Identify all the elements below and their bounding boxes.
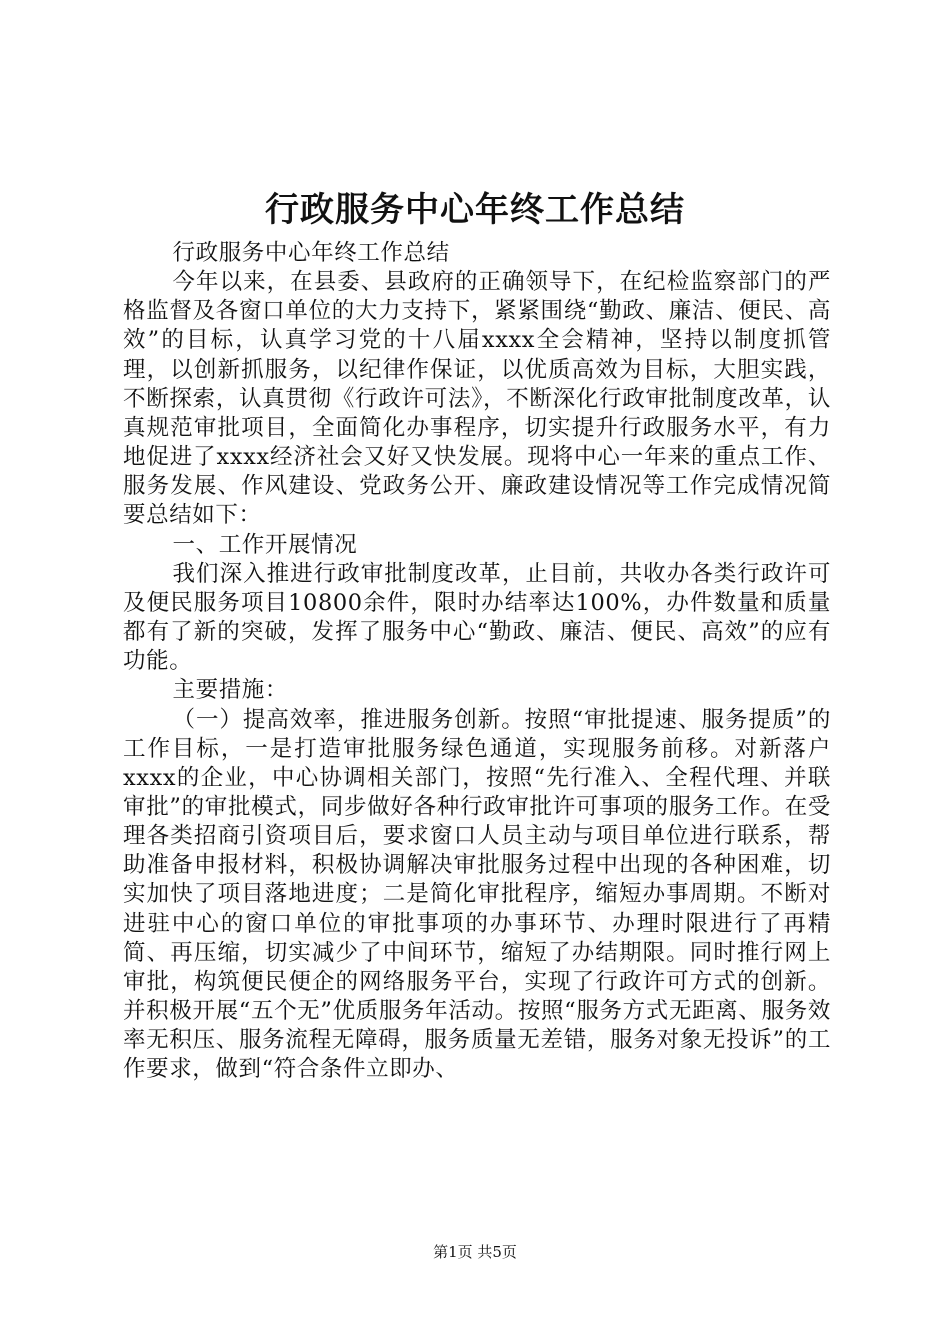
- paragraph-intro: 今年以来，在县委、县政府的正确领导下，在纪检监察部门的严格监督及各窗口单位的大力支持下，紧紧围绕“勤政、廉洁、便民、高效”的目标，认真学习党的十八届xxxx全会精神，坚持以制度抓管理，以创新抓服务，以纪律作保证，以优质高效为目标，大胆实践，不断探索，认真贯彻《行政许可法》，不断深化行政审批制度改革，认真规范审批项目，全面简化办事程序，切实提升行政服务水平，有力地促进了xxxx经济社会又好又快发展。现将中心一年来的重点工作、服务发展、作风建设、党政务公开、廉政建设情况等工作完成情况简要总结如下：: [123, 269, 831, 529]
- paragraph-work-summary: 我们深入推进行政审批制度改革，止目前，共收办各类行政许可及便民服务项目10800余件，限时办结率达100%，办件数量和质量都有了新的突破，发挥了服务中心“勤政、廉洁、便民、高效”的应有功能。: [123, 560, 831, 675]
- paragraph-subtitle: 行政服务中心年终工作总结: [172, 240, 450, 266]
- document-title: 行政服务中心年终工作总结: [265, 190, 685, 230]
- paragraph-measure-one: （一）提高效率，推进服务创新。按照“审批提速、服务提质”的工作目标，一是打造审批服务绿色通道，实现服务前移。对新落户xxxx的企业，中心协调相关部门，按照“先行准入、全程代理、并联审批”的审批模式，同步做好各种行政审批许可事项的服务工作。在受理各类招商引资项目后，要求窗口人员主动与项目单位进行联系，帮助准备申报材料，积极协调解决审批服务过程中出现的各种困难，切实加快了项目落地进度；二是简化审批程序，缩短办事周期。不断对进驻中心的窗口单位的审批事项的办事环节、办理时限进行了再精简、再压缩，切实减少了中间环节，缩短了办结期限。同时推行网上审批，构筑便民便企的网络服务平台，实现了行政许可方式的创新。并积极开展“五个无”优质服务年活动。按照“服务方式无距离、服务效率无积压、服务流程无障碍，服务质量无差错，服务对象无投诉”的工作要求，做到“符合条件立即办、: [123, 706, 831, 1083]
- document-body: [123, 239, 831, 1085]
- section-heading-measures: 主要措施：: [172, 677, 289, 704]
- page-footer: 第1页 共5页: [433, 1243, 517, 1261]
- section-heading-work: 一、工作开展情况: [172, 531, 358, 558]
